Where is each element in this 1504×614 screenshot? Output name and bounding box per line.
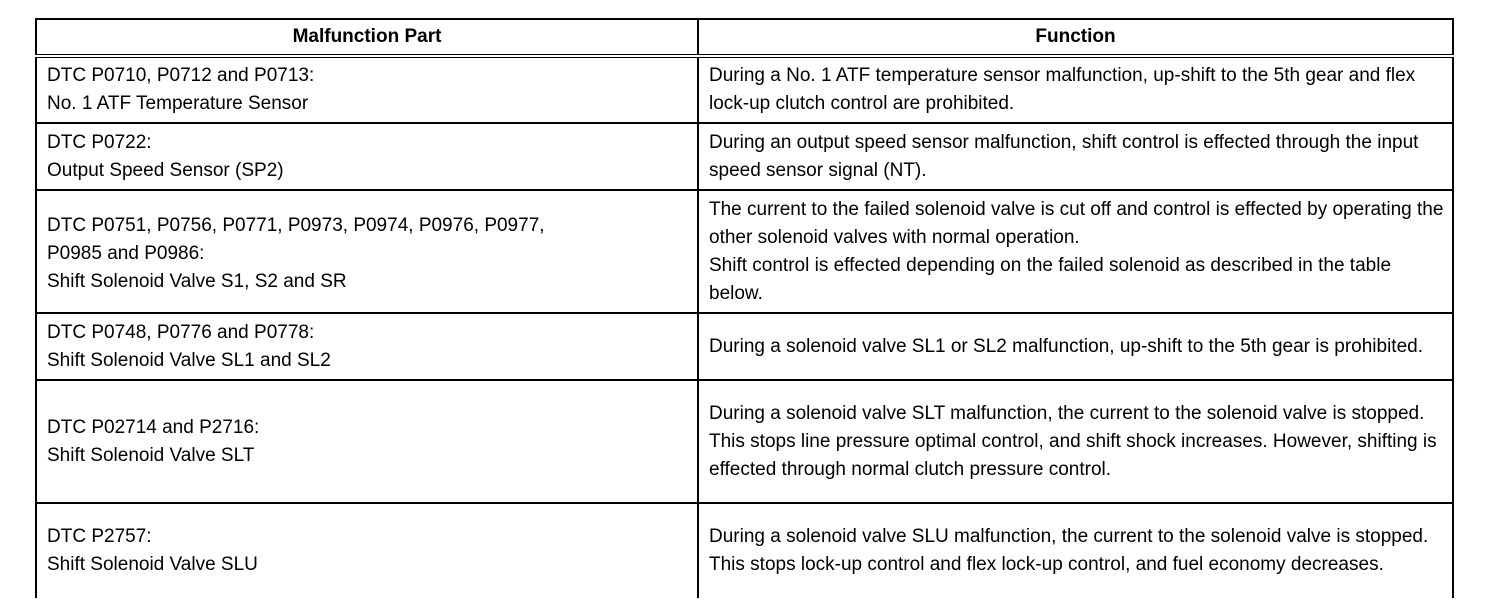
- malfunction-part-cell: [36, 123, 698, 190]
- table-row: [36, 123, 1453, 190]
- function-text: During an output speed sensor malfunction, shift control is effected through the input speed sensor signal (NT).: [709, 131, 1419, 181]
- table-row: [36, 380, 1453, 503]
- header-function: Function: [698, 19, 1453, 56]
- function-text: During a solenoid valve SLT malfunction, the current to the solenoid valve is stopped. This stops line pressure optimal control, and shift shock increases. However, shifting is effected through normal clutch pressure control.: [709, 402, 1437, 480]
- function-text: The current to the failed solenoid valve is cut off and control is effected by operating the other solenoid valves with normal operation.: [709, 198, 1444, 248]
- component-name: Output Speed Sensor (SP2): [47, 159, 284, 181]
- dtc-codes: DTC P0710, P0712 and P0713:: [47, 65, 315, 86]
- function-cell: [698, 56, 1453, 123]
- function-text: During a solenoid valve SLU malfunction, the current to the solenoid valve is stopped. This stops lock-up control and flex lock-up control, and fuel economy decreases.: [709, 526, 1429, 575]
- function-text: During a solenoid valve SL1 or SL2 malfunction, up-shift to the 5th gear is prohibited.: [709, 335, 1423, 357]
- function-text: During a No. 1 ATF temperature sensor malfunction, up-shift to the 5th gear and flex lock-up clutch control are prohibited.: [709, 65, 1416, 114]
- malfunction-part-cell: [36, 313, 698, 380]
- function-cell: [698, 123, 1453, 190]
- component-name: Shift Solenoid Valve SL1 and SL2: [47, 349, 331, 371]
- malfunction-part-cell: [36, 190, 698, 313]
- function-text-2: Shift control is effected depending on the failed solenoid as described in the table below.: [709, 254, 1392, 304]
- component-name: Shift Solenoid Valve SLT: [47, 444, 255, 466]
- table-header-row: [36, 19, 1453, 56]
- table-row: [36, 190, 1453, 313]
- function-cell: [698, 190, 1453, 313]
- table-row: [36, 503, 1453, 598]
- dtc-codes: DTC P0751, P0756, P0771, P0973, P0974, P0976, P0977,: [47, 214, 545, 236]
- malfunction-part-cell: [36, 56, 698, 123]
- component-name: No. 1 ATF Temperature Sensor: [47, 93, 309, 114]
- header-malfunction-part: Malfunction Part: [36, 19, 698, 56]
- dtc-codes: DTC P02714 and P2716:: [47, 416, 260, 438]
- function-cell: [698, 380, 1453, 503]
- component-name: Shift Solenoid Valve S1, S2 and SR: [47, 270, 347, 292]
- table-row: [36, 313, 1453, 380]
- malfunction-part-cell: [36, 380, 698, 503]
- function-cell: [698, 313, 1453, 380]
- dtc-codes: DTC P2757:: [47, 526, 152, 547]
- dtc-codes: DTC P0748, P0776 and P0778:: [47, 321, 315, 343]
- malfunction-function-table: [35, 18, 1454, 598]
- dtc-codes-continued: P0985 and P0986:: [47, 242, 205, 264]
- dtc-codes: DTC P0722:: [47, 131, 152, 153]
- component-name: Shift Solenoid Valve SLU: [47, 554, 258, 575]
- table-row: [36, 56, 1453, 123]
- function-cell: [698, 503, 1453, 598]
- malfunction-part-cell: [36, 503, 698, 598]
